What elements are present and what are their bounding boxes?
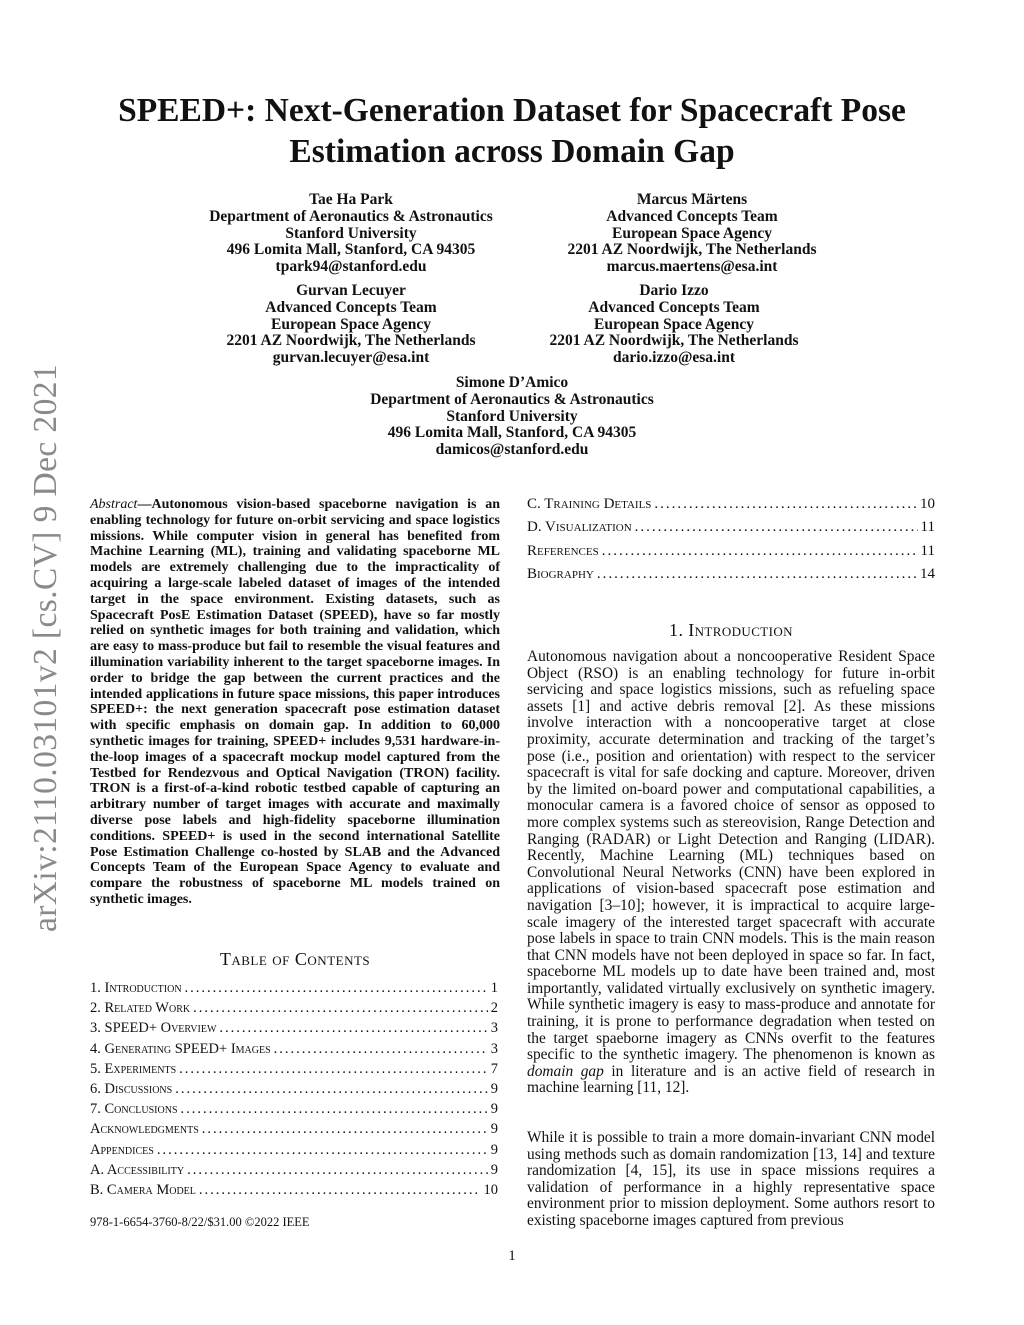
toc-leader: [654, 496, 917, 513]
toc-entry-label: Biography: [527, 566, 594, 583]
toc-entry[interactable]: [90, 1081, 498, 1101]
arxiv-identifier: arXiv:2110.03101v2 [cs.CV] 9 Dec 2021: [27, 363, 64, 933]
author-email: tpark94@stanford.edu: [275, 258, 427, 276]
abstract: [90, 497, 500, 908]
introduction-paragraph-1: [527, 649, 935, 1097]
toc-entry-label: 7. Conclusions: [90, 1101, 178, 1118]
toc-heading: Table of Contents: [219, 949, 371, 969]
toc-entry-page: 9: [490, 1080, 498, 1097]
toc-leader: [181, 1101, 488, 1118]
abstract-label: Abstract: [90, 497, 138, 512]
toc-entry-page: 10: [920, 496, 935, 512]
toc-entry[interactable]: [527, 496, 935, 519]
toc-entry-label: Appendices: [90, 1141, 154, 1158]
toc-leader: [193, 1000, 488, 1017]
toc-entry[interactable]: [90, 1000, 498, 1020]
author-affiliation: Stanford University: [446, 407, 578, 425]
author-email: gurvan.lecuyer@esa.int: [272, 349, 430, 367]
toc-entry-label: References: [527, 542, 599, 559]
author-block-4: [474, 283, 874, 367]
introduction-paragraph-2: While it is possible to train a more domain-invariant CNN model using methods such as domain randomization [13, 14] and texture randomization [4, 15], its use in space missions requires a validation of performance in a highly representative space environment prior to mission deployment. Some authors resort to existing spaceborne images captured from previous: [527, 1129, 935, 1229]
toc-leader: [635, 519, 918, 536]
paragraph-text: in literature and is an active field of research in machine learning [11, 12].: [527, 1062, 936, 1097]
toc-entry[interactable]: [90, 1162, 498, 1182]
author-email: marcus.maertens@esa.int: [606, 258, 778, 276]
author-affiliation: European Space Agency: [271, 315, 431, 333]
toc-entry[interactable]: [90, 1142, 498, 1162]
author-affiliation: European Space Agency: [594, 315, 754, 333]
toc-entry[interactable]: [527, 543, 935, 566]
toc-entry[interactable]: [90, 1061, 498, 1081]
emphasis-term: domain gap: [527, 1062, 604, 1080]
author-affiliation: 496 Lomita Mall, Stanford, CA 94305: [226, 241, 476, 259]
author-affiliation: Stanford University: [285, 224, 417, 242]
toc-entry-label: C. Training Details: [527, 496, 652, 512]
author-name: Dario Izzo: [639, 282, 709, 299]
author-affiliation: Department of Aeronautics & Astronautics: [370, 390, 654, 408]
copyright-notice: 978-1-6654-3760-8/22/$31.00 ©2022 IEEE: [90, 1215, 310, 1229]
author-email: damicos@stanford.edu: [435, 441, 589, 459]
toc-entry[interactable]: [90, 980, 498, 1000]
toc-leader: [157, 1142, 488, 1159]
author-block-5: [312, 375, 712, 459]
page-number: 1: [508, 1248, 516, 1264]
toc-entry-label: D. Visualization: [527, 519, 632, 536]
toc-entry[interactable]: [90, 1182, 498, 1202]
toc-entry[interactable]: [90, 1101, 498, 1121]
toc-entry-label: 4. Generating SPEED+ Images: [90, 1040, 271, 1057]
author-block-1: [151, 192, 551, 276]
author-affiliation: Advanced Concepts Team: [588, 298, 760, 316]
toc-entry-label: 6. Discussions: [90, 1080, 173, 1097]
toc-entry-label: 3. SPEED+ Overview: [90, 1020, 217, 1037]
toc-entry-page: 9: [490, 1141, 498, 1158]
toc-leader: [199, 1182, 481, 1199]
toc-leader: [175, 1081, 488, 1098]
toc-entry[interactable]: [527, 519, 935, 542]
toc-left: [90, 980, 498, 1202]
author-affiliation: 496 Lomita Mall, Stanford, CA 94305: [387, 424, 637, 442]
toc-entry-page: 3: [490, 1040, 498, 1057]
toc-entry[interactable]: [90, 1121, 498, 1141]
toc-entry[interactable]: [90, 1020, 498, 1040]
paper-title: SPEED+: Next-Generation Dataset for Spacecraft Pose Estimation across Domain Gap: [118, 92, 906, 170]
toc-entry-page: 2: [490, 1000, 498, 1017]
toc-entry-page: 14: [920, 566, 935, 583]
author-affiliation: 2201 AZ Noordwijk, The Netherlands: [549, 332, 799, 350]
author-name: Marcus Märtens: [636, 191, 748, 208]
toc-entry-label: 5. Experiments: [90, 1060, 177, 1077]
author-affiliation: Advanced Concepts Team: [606, 207, 778, 225]
toc-right: [527, 496, 935, 590]
toc-entry-page: 9: [490, 1121, 498, 1138]
toc-leader: [179, 1061, 488, 1078]
toc-leader: [202, 1121, 488, 1138]
section-heading-introduction: 1. Introduction: [669, 620, 793, 640]
toc-entry[interactable]: [527, 566, 935, 589]
toc-leader: [602, 543, 918, 560]
author-name: Simone D’Amico: [455, 374, 569, 391]
author-affiliation: Advanced Concepts Team: [265, 298, 437, 316]
toc-leader: [274, 1041, 488, 1058]
toc-entry-page: 10: [483, 1181, 498, 1198]
author-block-2: [492, 192, 892, 276]
toc-leader: [185, 980, 488, 997]
author-affiliation: 2201 AZ Noordwijk, The Netherlands: [226, 332, 476, 350]
toc-entry-page: 11: [920, 519, 935, 536]
toc-entry-page: 9: [490, 1161, 498, 1178]
paragraph-text: Autonomous navigation about a noncooperative Resident Space Object (RSO) is an enabling technology for future in-orbit servicing and space logistics missions, such as refueling space assets [1] and active debris removal [2]. As these missions involve interaction with a noncooperative target at close proximity, accurate determination and tracking of the target’s pose (i.e., position and orientation) with respect to the servicer spacecraft is vital for safe docking and capture. Moreover, driven by the limited on-board power and computational capabilities, a monocular camera is a favored choice of sensor as opposed to more complex systems such as stereovision, Range Detection and Ranging (RADAR) or Light Detection and Ranging (LIDAR). Recently, Machine Learning (ML) techniques based on Convolutional Neural Networks (CNN) have been explored in applications of vision-based spacecraft pose estimation and navigation [3–10]; however, it is impractical to acquire large-scale imagery of the interested target spacecraft with accurate pose labels in space to train CNN models. This is the main reason that CNN models have not been deployed in space so far. In fact, spaceborne ML models up to date have been trained and, most importantly, validated virtually exclusively on synthetic imagery. While synthetic imagery is easy to mass-produce and annotate for training, it is prone to performance degradation when tested on the target spaeborne imagery as CNNs overfit to the features specific to the synthetic imagery. The phenomenon is known as: [527, 648, 935, 1064]
toc-leader: [187, 1162, 488, 1179]
author-name: Tae Ha Park: [309, 191, 393, 208]
toc-entry-page: 9: [490, 1101, 498, 1118]
toc-entry-label: 2. Related Work: [90, 1000, 191, 1017]
toc-entry-page: 7: [490, 1060, 498, 1077]
author-email: dario.izzo@esa.int: [612, 349, 736, 367]
author-affiliation: European Space Agency: [612, 224, 772, 242]
toc-entry-page: 1: [490, 980, 498, 996]
toc-entry[interactable]: [90, 1041, 498, 1061]
toc-entry-label: A. Accessibility: [90, 1161, 185, 1178]
toc-leader: [597, 566, 917, 583]
toc-leader: [219, 1020, 487, 1037]
author-affiliation: Department of Aeronautics & Astronautics: [209, 207, 493, 225]
toc-entry-label: 1. Introduction: [90, 980, 182, 996]
abstract-text: —Autonomous vision-based spaceborne navigation is an enabling technology for future on-orbit servicing and space logistics missions. While computer vision in general has benefited from Machine Learning (ML), training and validating spaceborne ML models are extremely challenging due to the impracticality of acquiring a large-scale labeled dataset of images of the intended target in the space environment. Existing datasets, such as Spacecraft PosE Estimation Dataset (SPEED), have so far mostly relied on synthetic images for both training and validation, which are easy to mass-produce but fail to resemble the visual features and illumination variability inherent to the target spaceborne images. In order to bridge the gap between the current practices and the intended applications in future space missions, this paper introduces SPEED+: the next generation spacecraft pose estimation dataset with specific emphasis on domain gap. In addition to 60,000 synthetic images for training, SPEED+ includes 9,531 hardware-in-the-loop images of a spacecraft mockup model captured from the Testbed for Rendezvous and Optical Navigation (TRON) facility. TRON is a first-of-a-kind robotic testbed capable of capturing an arbitrary number of target images with accurate and maximally diverse pose labels and high-fidelity spaceborne illumination conditions. SPEED+ is used in the second international Satellite Pose Estimation Challenge co-hosted by SLAB and the Advanced Concepts Team of the European Space Agency to evaluate and compare the robustness of spaceborne ML models trained on synthetic images.: [90, 497, 500, 907]
toc-entry-label: B. Camera Model: [90, 1181, 196, 1198]
toc-entry-label: Acknowledgments: [90, 1121, 199, 1138]
toc-entry-page: 11: [920, 542, 935, 559]
author-affiliation: 2201 AZ Noordwijk, The Netherlands: [567, 241, 817, 259]
toc-entry-page: 3: [490, 1020, 498, 1037]
author-name: Gurvan Lecuyer: [296, 282, 406, 299]
